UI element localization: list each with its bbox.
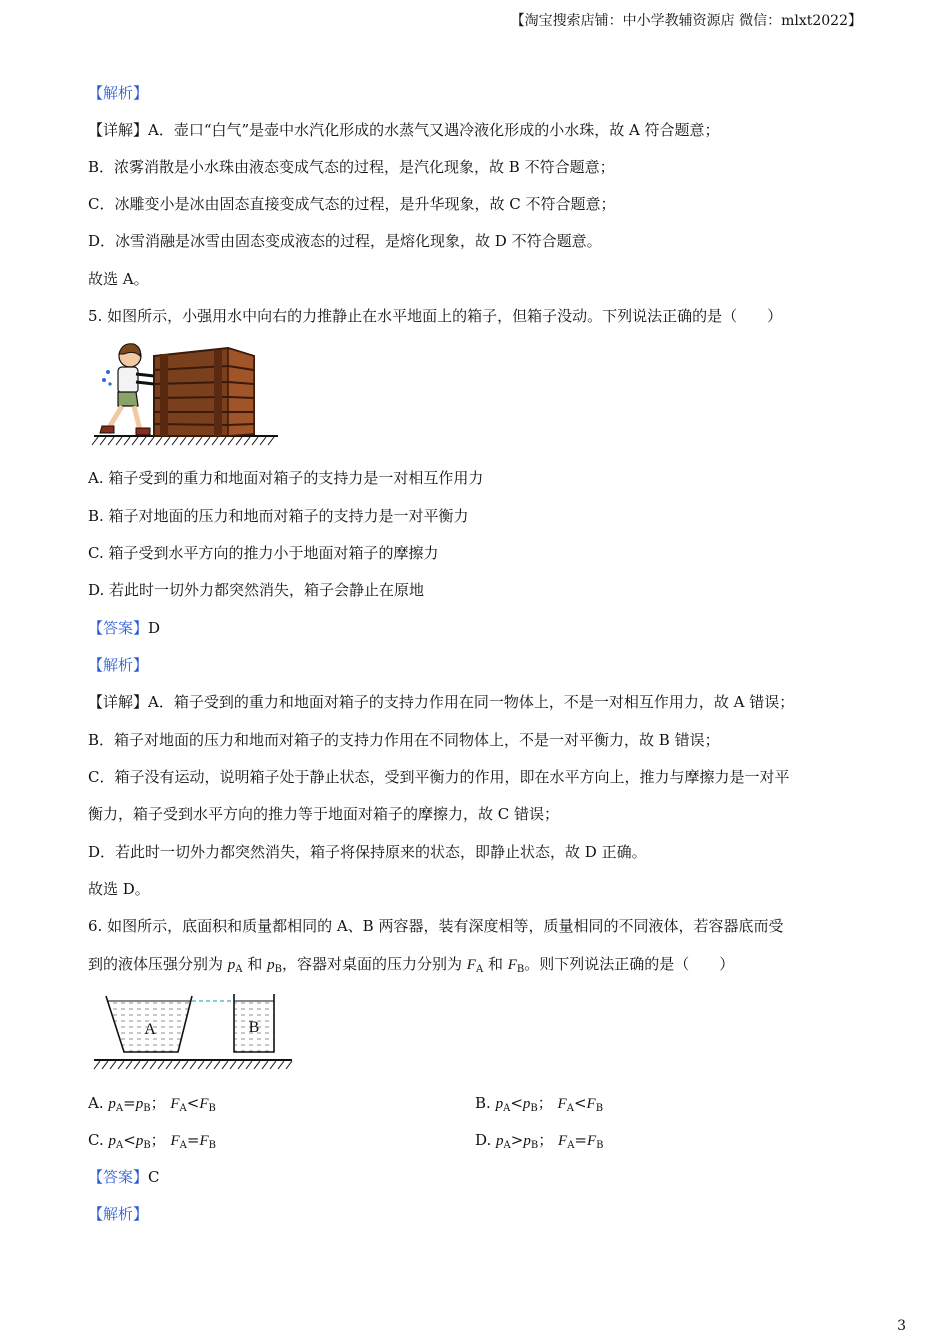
detail-tag: 【详解】 xyxy=(88,693,149,711)
q4-detail-line-4: D．冰雪消融是冰雪由固态变成液态的过程，是熔化现象，故 D 不符合题意。 xyxy=(88,232,602,250)
container-a-label: A xyxy=(144,1021,156,1038)
analysis-tag: 【解析】 xyxy=(88,1205,149,1223)
q4-detail-line-2: B．浓雾消散是小水珠由液态变成气态的过程，是汽化现象，故 B 不符合题意； xyxy=(88,158,615,176)
analysis-tag: 【解析】 xyxy=(88,84,149,102)
q5-detail-line-2: B．箱子对地面的压力和地而对箱子的支持力作用在不同物体上，不是一对平衡力，故 B 错误； xyxy=(88,731,720,749)
q5-detail-line-5: D．若此时一切外力都突然消失，箱子将保持原来的状态，即静止状态，故 D 正确。 xyxy=(88,843,647,861)
q4-conclusion: 故选 A。 xyxy=(88,270,149,288)
q5-stem: 5. 如图所示，小强用水中向右的力推静止在水平地面上的箱子，但箱子没动。下列说法正确的是（ ） xyxy=(88,307,783,325)
q5-detail-line-1: 【详解】A．箱子受到的重力和地面对箱子的支持力作用在同一物体上，不是一对相互作用力，故 A 错误； xyxy=(88,693,795,711)
q5-detail-line-3: C．箱子没有运动，说明箱子处于静止状态，受到平衡力的作用，即在水平方向上，推力与摩擦力是一对平 xyxy=(88,768,790,786)
answer-tag: 【答案】 xyxy=(88,619,149,637)
answer-tag: 【答案】 xyxy=(88,1168,149,1186)
q5-conclusion: 故选 D。 xyxy=(88,880,150,898)
page-header: 【淘宝搜索店铺：中小学教辅资源店 微信：mlxt2022】 xyxy=(510,13,862,29)
q5-option-a: A. 箱子受到的重力和地面对箱子的支持力是一对相互作用力 xyxy=(88,469,484,487)
detail-tag: 【详解】 xyxy=(88,121,149,139)
q6-option-b: B. $p_A<p_B$； $F_A<F_B$ xyxy=(475,1094,604,1114)
containers-a-b-figure xyxy=(88,988,298,1078)
q6-stem-line-1: 6. 如图所示，底面积和质量都相同的 A、B 两容器，装有深度相等，质量相同的不同液体，若容器底而受 xyxy=(88,917,784,935)
container-b-label: B xyxy=(248,1019,260,1036)
q5-detail-line-4: 衡力，箱子受到水平方向的推力等于地面对箱子的摩擦力，故 C 错误； xyxy=(88,805,560,823)
q6-stem-line-2: 到的液体压强分别为 $p_A$ 和 $p_B$，容器对桌面的压力分别为 $F_A$ 和 $F_B$。则下列说法正确的是（ ） xyxy=(88,955,735,975)
q5-option-b: B. 箱子对地面的压力和地而对箱子的支持力是一对平衡力 xyxy=(88,507,469,525)
q5-answer: 【答案】D xyxy=(88,619,161,637)
q6-option-d: D. $p_A>p_B$； $F_A=F_B$ xyxy=(475,1131,604,1151)
analysis-tag: 【解析】 xyxy=(88,656,149,674)
q4-detail-line-3: C．冰雕变小是冰由固态直接变成气态的过程，是升华现象，故 C 不符合题意； xyxy=(88,195,616,213)
q6-answer: 【答案】C xyxy=(88,1168,160,1186)
q5-option-c: C. 箱子受到水平方向的推力小于地面对箱子的摩擦力 xyxy=(88,544,439,562)
q6-option-c: C. $p_A<p_B$； $F_A=F_B$ xyxy=(88,1131,216,1151)
q6-option-a: A. $p_A=p_B$； $F_A<F_B$ xyxy=(88,1094,216,1114)
page-number: 3 xyxy=(897,1318,906,1334)
q4-detail-line-1: 【详解】A．壶口“白气”是壶中水汽化形成的水蒸气又遇冷液化形成的小水珠，故 A 符合题意； xyxy=(88,121,720,139)
boy-pushing-box-figure xyxy=(88,340,283,452)
q5-option-d: D. 若此时一切外力都突然消失，箱子会静止在原地 xyxy=(88,581,425,599)
